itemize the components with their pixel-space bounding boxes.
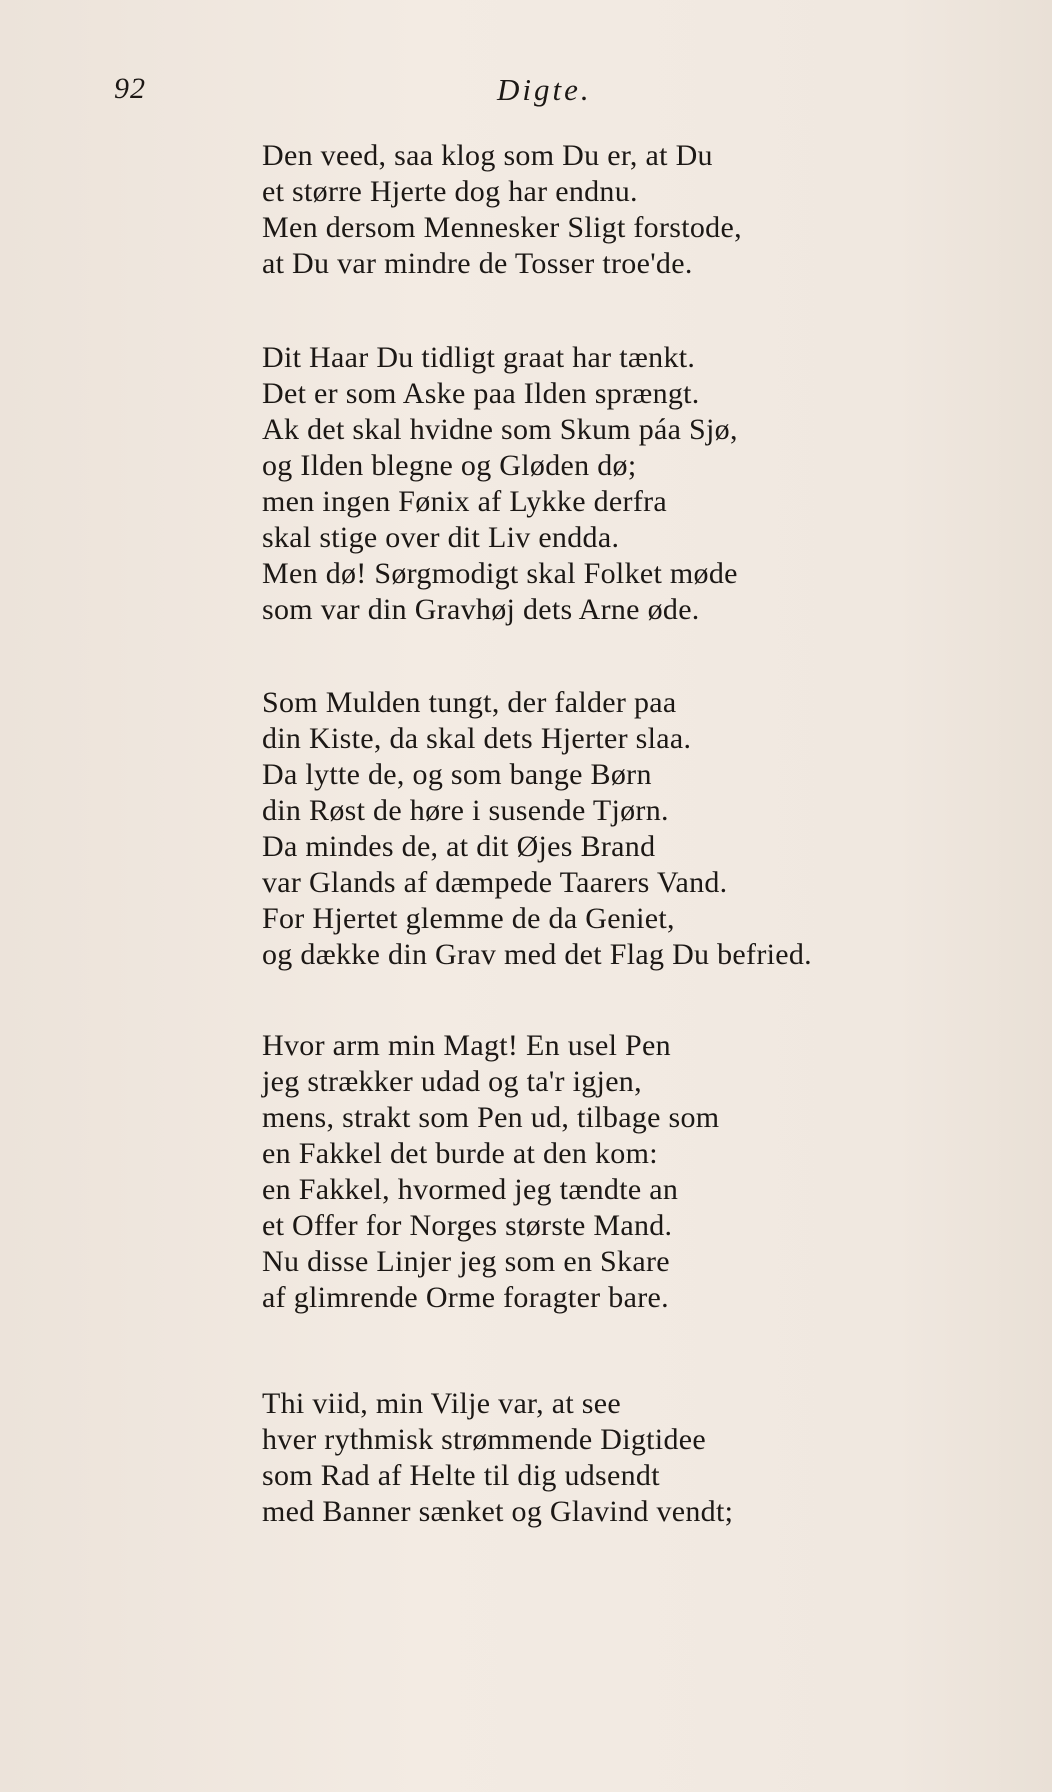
poem-line: og dække din Grav med det Flag Du befried. (262, 938, 812, 971)
poem-line: jeg strækker udad og ta'r igjen, (262, 1065, 642, 1098)
poem-line: skal stige over dit Liv endda. (262, 521, 620, 554)
poem-line: en Fakkel, hvormed jeg tændte an (262, 1173, 679, 1206)
poem-line: Hvor arm min Magt! En usel Pen (262, 1029, 671, 1062)
stanza-4 (262, 1028, 902, 1316)
poem-line: mens, strakt som Pen ud, tilbage som (262, 1101, 720, 1134)
poem-line: Dit Haar Du tidligt graat har tænkt. (262, 341, 696, 374)
running-title: Digte. (497, 72, 592, 107)
poem-line: Det er som Aske paa Ilden sprængt. (262, 377, 700, 410)
poem-line: men ingen Fønix af Lykke derfra (262, 485, 668, 518)
poem-line: Men dersom Mennesker Sligt forstode, (262, 211, 742, 244)
poem-line: Den veed, saa klog som Du er, at Du (262, 139, 713, 172)
poem-line: Thi viid, min Vilje var, at see (262, 1387, 622, 1420)
stanza-5 (262, 1386, 902, 1530)
stanza-3 (262, 685, 902, 973)
poem-line: af glimrende Orme foragter bare. (262, 1281, 669, 1314)
poem-line: et større Hjerte dog har endnu. (262, 175, 638, 208)
poem-line: og Ilden blegne og Gløden dø; (262, 449, 637, 482)
poem-line: en Fakkel det burde at den kom: (262, 1137, 658, 1170)
poem-line: hver rythmisk strømmende Digtidee (262, 1423, 706, 1456)
poem-line: Da mindes de, at dit Øjes Brand (262, 830, 656, 863)
stanza-1 (262, 138, 902, 282)
poem-line: var Glands af dæmpede Taarers Vand. (262, 866, 728, 899)
poem-line: Da lytte de, og som bange Børn (262, 758, 652, 791)
poem-line: Ak det skal hvidne som Skum páa Sjø, (262, 413, 738, 446)
poem-line: som var din Gravhøj dets Arne øde. (262, 593, 700, 626)
poem-line: Som Mulden tungt, der falder paa (262, 686, 677, 719)
poem-line: som Rad af Helte til dig udsendt (262, 1459, 660, 1492)
poem-line: Nu disse Linjer jeg som en Skare (262, 1245, 670, 1278)
stanza-2 (262, 340, 902, 628)
poem-line: For Hjertet glemme de da Geniet, (262, 902, 675, 935)
poem-line: med Banner sænket og Glavind vendt; (262, 1495, 734, 1528)
page-number: 92 (114, 72, 146, 105)
poem-line: at Du var mindre de Tosser troe'de. (262, 247, 693, 280)
poem-line: din Røst de høre i susende Tjørn. (262, 794, 669, 827)
page-header (0, 62, 1052, 112)
poem-body (262, 138, 902, 1530)
poem-line: et Offer for Norges største Mand. (262, 1209, 673, 1242)
poem-line: din Kiste, da skal dets Hjerter slaa. (262, 722, 692, 755)
poem-line: Men dø! Sørgmodigt skal Folket møde (262, 557, 738, 590)
